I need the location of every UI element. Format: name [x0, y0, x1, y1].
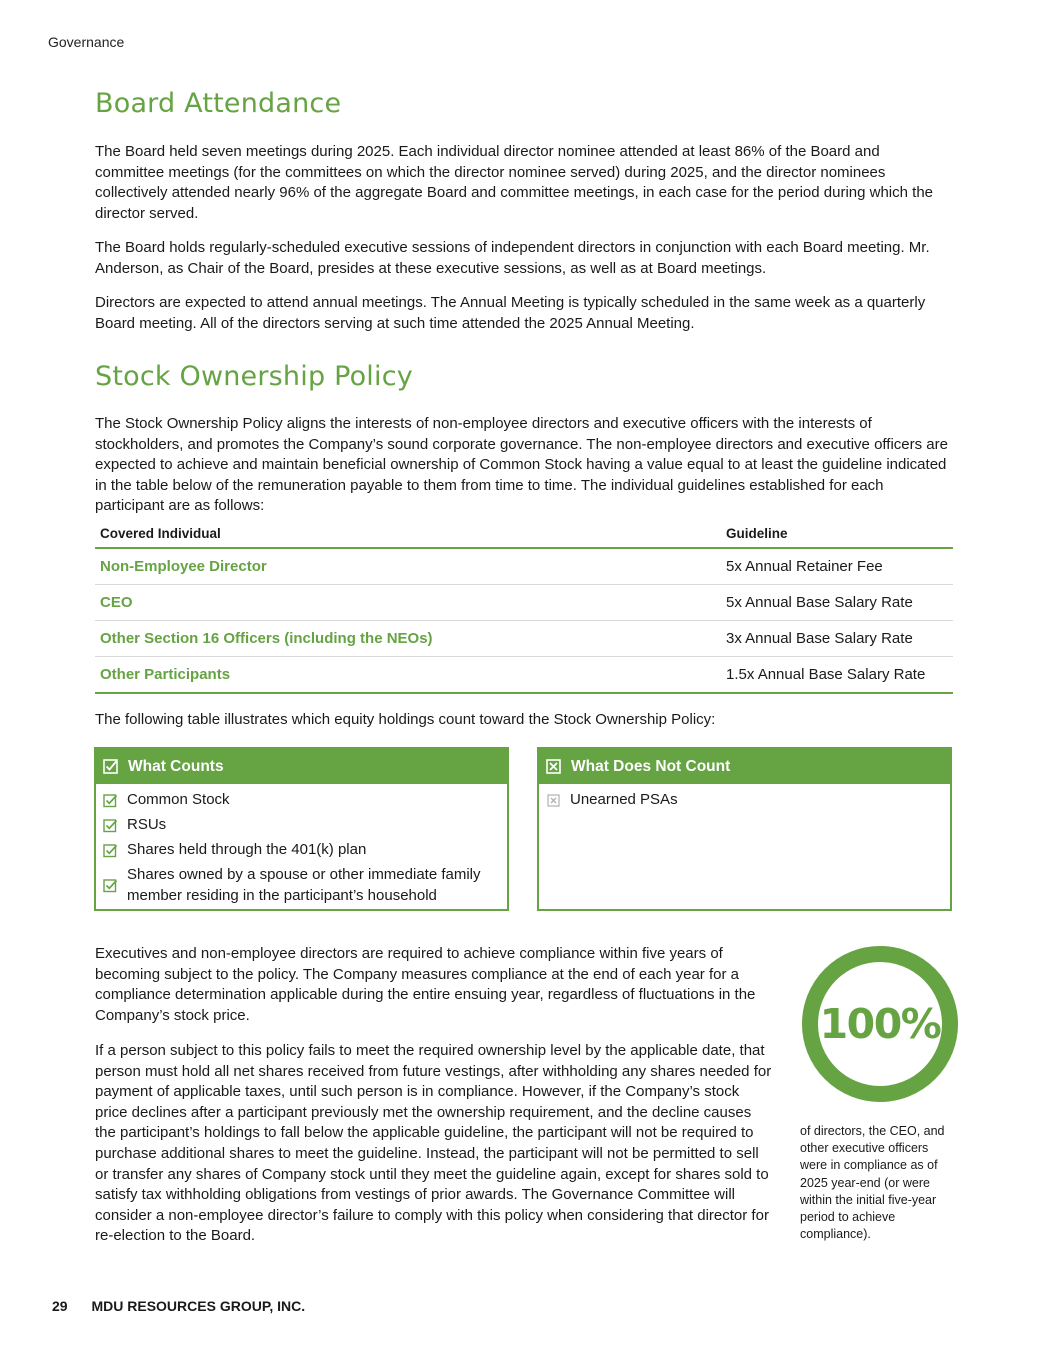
column-header-guideline: Guideline	[721, 522, 953, 548]
list-item-label: RSUs	[127, 816, 167, 834]
annual-meeting-paragraph: Directors are expected to attend annual meetings. The Annual Meeting is typically scheduled in the same week as a quarterly Board meeting. All of the directors serving at such time attended the 2025 Annual Meeting.	[95, 294, 926, 332]
guideline-cell: 1.5x Annual Base Salary Rate	[721, 657, 953, 694]
table-row	[95, 657, 953, 694]
noncompliance-paragraph: If a person subject to this policy fails to meet the required ownership level by the applicable date, that person must hold all net shares received from future vestings, after withholding any shares needed for payment of applicable taxes, until such person is in compliance. However, if the Company’s stock price declines after a participant previously met the ownership requirement, and the decline causes the participant’s holdings to fall below the applicable guideline, the participant will not be required to purchase additional shares to meet the guideline. Instead, the participant will not be permitted to sell or transfer any shares of Company stock until they meet the guideline again, except for shares sold to satisfy tax withholding obligations from vestings of prior awards. The Governance Committee will consider a non-employee director’s failure to comply with this policy when considering that director for re-election to the Board.	[95, 1042, 772, 1245]
list-item	[546, 790, 950, 811]
covered-individual-cell: Non-Employee Director	[95, 548, 721, 585]
stock-ownership-heading: Stock Ownership Policy	[95, 361, 413, 392]
page-footer	[52, 1298, 305, 1314]
compliance-paragraph: Executives and non-employee directors are required to achieve compliance within five years of becoming subject to the policy. The Company measures compliance at the end of each year for a compliance determination applicable during the entire ensuing year, regardless of fluctuations in the Company’s stock price.	[95, 945, 756, 1024]
table-row	[95, 585, 953, 621]
attendance-paragraph: The Board held seven meetings during 2025. Each individual director nominee attended at least 86% of the Board and committee meetings (for the committees on which the director nominee served) during 2025, and the director nominees collectively attended nearly 96% of the aggregate Board and committee meetings, in each case for the period during which the director served.	[95, 143, 934, 222]
covered-individual-cell: Other Section 16 Officers (including the NEOs)	[95, 621, 721, 657]
compliance-note: of directors, the CEO, and other executive officers were in compliance as of 2025 year-end (or were within the initial five-year period to achieve compliance).	[800, 1124, 945, 1242]
what-counts-title: What Counts	[128, 757, 224, 775]
list-item	[103, 865, 507, 906]
holdings-intro: The following table illustrates which equity holdings count toward the Stock Ownership Policy:	[95, 711, 716, 728]
section-label: Governance	[48, 34, 125, 50]
checkbox-checked-icon	[103, 759, 118, 774]
checkbox-checked-icon	[103, 793, 118, 808]
stock-ownership-intro: The Stock Ownership Policy aligns the interests of non-employee directors and executive officers with the interests of stockholders, and promotes the Company’s sound corporate governance. The non-employee directors and executive officers are expected to achieve and maintain beneficial ownership of Common Stock having a value equal to at least the guideline indicated in the table below of the remuneration payable to them from time to time. The individual guidelines established for each participant are as follows:	[95, 415, 948, 515]
guideline-cell: 5x Annual Base Salary Rate	[721, 585, 953, 621]
guideline-cell: 5x Annual Retainer Fee	[721, 548, 953, 585]
board-attendance-heading: Board Attendance	[95, 88, 342, 119]
what-does-not-count-title: What Does Not Count	[571, 757, 731, 775]
checkbox-x-icon	[546, 793, 561, 808]
compliance-percent: 100%	[819, 1000, 941, 1048]
checkbox-checked-icon	[103, 878, 118, 893]
list-item-label: Shares owned by a spouse or other immediate family member residing in the participant’s household	[127, 866, 481, 904]
checkbox-x-icon	[546, 759, 561, 774]
checkbox-checked-icon	[103, 843, 118, 858]
guideline-table	[95, 522, 953, 694]
what-counts-header	[96, 749, 507, 784]
list-item	[103, 840, 507, 861]
list-item-label: Shares held through the 401(k) plan	[127, 841, 367, 859]
covered-individual-cell: Other Participants	[95, 657, 721, 694]
list-item-label: Common Stock	[127, 791, 230, 808]
what-does-not-count-header	[539, 749, 950, 784]
what-does-not-count-box	[537, 747, 952, 911]
checkbox-checked-icon	[103, 818, 118, 833]
guideline-cell: 3x Annual Base Salary Rate	[721, 621, 953, 657]
what-counts-box	[94, 747, 509, 911]
executive-sessions-paragraph: The Board holds regularly-scheduled executive sessions of independent directors in conjunction with each Board meeting. Mr. Anderson, as Chair of the Board, presides at these executive sessions, as well as at Board meetings.	[95, 239, 930, 277]
table-row	[95, 548, 953, 585]
list-item	[103, 815, 507, 836]
covered-individual-cell: CEO	[95, 585, 721, 621]
company-name: MDU RESOURCES GROUP, INC.	[91, 1298, 306, 1314]
table-row	[95, 621, 953, 657]
table-header-row	[95, 522, 953, 548]
list-item-label: Unearned PSAs	[570, 791, 678, 808]
page-number: 29	[52, 1298, 68, 1314]
column-header-covered-individual: Covered Individual	[95, 522, 721, 548]
list-item	[103, 790, 507, 811]
